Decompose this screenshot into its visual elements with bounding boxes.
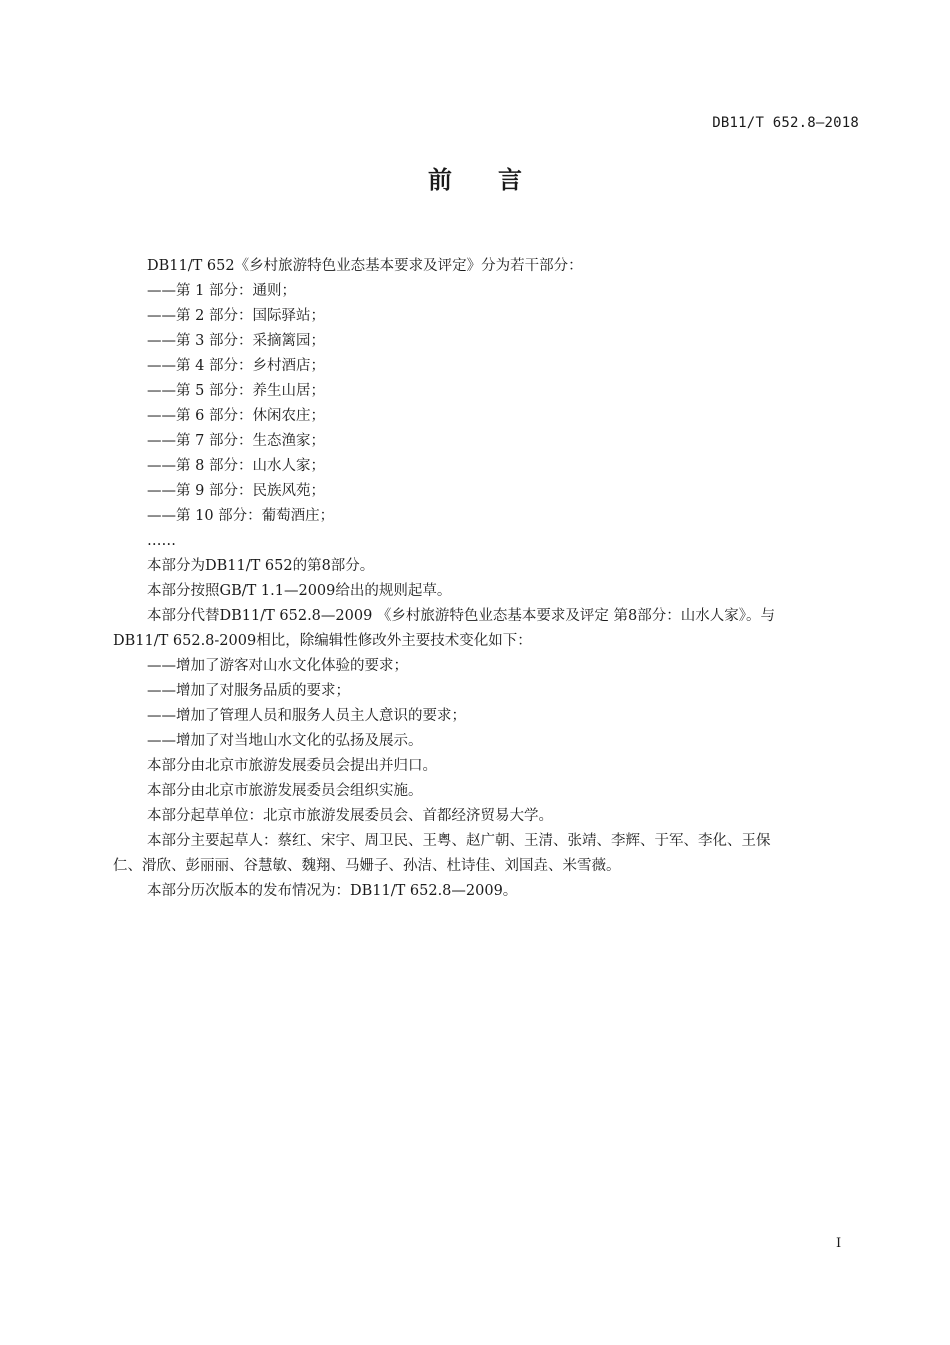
change-list-item: ——增加了游客对山水文化体验的要求；	[147, 658, 408, 674]
paragraph: 本部分按照GB/T 1.1—2009给出的规则起草。	[147, 583, 452, 599]
part-list-item: ——第 4 部分：乡村酒店；	[147, 358, 325, 374]
part-list-item: ——第 10 部分：葡萄酒庄；	[147, 508, 335, 524]
paragraph: 本部分由北京市旅游发展委员会提出并归口。	[147, 758, 437, 774]
part-list-item: ——第 6 部分：休闲农庄；	[147, 408, 325, 424]
paragraph: 本部分起草单位：北京市旅游发展委员会、首都经济贸易大学。	[147, 808, 553, 824]
part-list-item: ——第 2 部分：国际驿站；	[147, 308, 325, 324]
change-list-item: ——增加了管理人员和服务人员主人意识的要求；	[147, 708, 466, 724]
part-list-item: ——第 8 部分：山水人家；	[147, 458, 325, 474]
change-list-item: ——增加了对服务品质的要求；	[147, 683, 350, 699]
intro-paragraph: DB11/T 652《乡村旅游特色业态基本要求及评定》分为若干部分：	[147, 258, 583, 274]
ellipsis: ……	[147, 533, 176, 549]
change-list-item: ——增加了对当地山水文化的弘扬及展示。	[147, 733, 423, 749]
part-list-item: ——第 5 部分：养生山居；	[147, 383, 325, 399]
document-code: DB11/T 652.8—2018	[712, 115, 859, 131]
paragraph: 本部分为DB11/T 652的第8部分。	[147, 558, 375, 574]
page-number: I	[836, 1236, 842, 1251]
preface-body	[113, 254, 863, 904]
paragraph-continuation: 仁、滑欣、彭丽丽、谷慧敏、魏翔、马姗子、孙洁、杜诗佳、刘国垚、米雪薇。	[113, 858, 621, 874]
part-list-item: ——第 3 部分：采摘篱园；	[147, 333, 325, 349]
part-list-item: ——第 7 部分：生态渔家；	[147, 433, 325, 449]
paragraph: 本部分主要起草人：蔡红、宋宇、周卫民、王粤、赵广朝、王清、张靖、李辉、于军、李化、王保	[147, 833, 771, 849]
part-list-item: ——第 1 部分：通则；	[147, 283, 296, 299]
paragraph: 本部分代替DB11/T 652.8—2009 《乡村旅游特色业态基本要求及评定 第8部分：山水人家》。与	[147, 608, 775, 624]
part-list-item: ——第 9 部分：民族风苑；	[147, 483, 325, 499]
paragraph-continuation: DB11/T 652.8-2009相比，除编辑性修改外主要技术变化如下：	[113, 633, 532, 649]
page-title: 前言	[428, 166, 568, 194]
paragraph: 本部分由北京市旅游发展委员会组织实施。	[147, 783, 423, 799]
paragraph: 本部分历次版本的发布情况为：DB11/T 652.8—2009。	[147, 883, 518, 899]
